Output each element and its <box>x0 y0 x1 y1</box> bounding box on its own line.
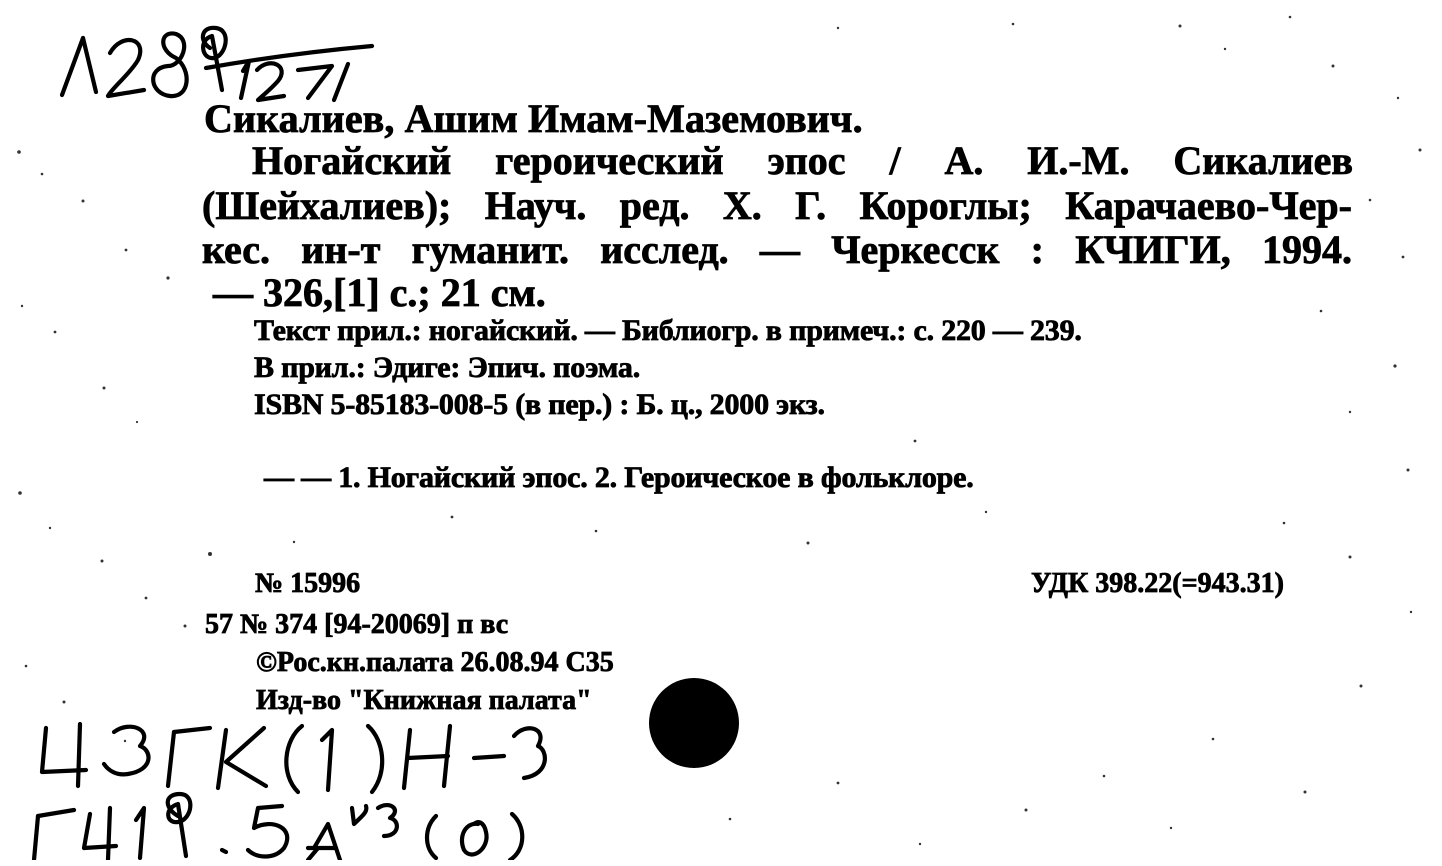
title-line-1: Ногайский героический эпос / А. И.-М. Сикалиев <box>252 138 1353 183</box>
isbn-line: ISBN 5-85183-008-5 (в пер.) : Б. ц., 2000 экз. <box>254 388 825 421</box>
subjects-line: — — 1. Ногайский эпос. 2. Героическое в фольклоре. <box>264 461 974 494</box>
title-line-2: (Шейхалиев); Науч. ред. Х. Г. Короглы; Карачаево-Чер- <box>202 183 1352 228</box>
publisher-line: Изд-во "Книжная палата" <box>256 685 592 716</box>
author-heading: Сикалиев, Ашим Имам-Маземович. <box>204 96 863 141</box>
card-number-2: 57 № 374 [94-20069] п вс <box>205 609 509 640</box>
handwritten-classification <box>28 712 548 860</box>
title-line-4: — 326,[1] с.; 21 см. <box>213 270 546 315</box>
notes-line-1: Текст прил.: ногайский. — Библиогр. в примеч.: с. 220 — 239. <box>254 314 1082 347</box>
udk-code: УДК 398.22(=943.31) <box>1031 568 1284 599</box>
title-line-3: кес. ин-т гуманит. исслед. — Черкесск : КЧИГИ, 1994. <box>202 227 1352 272</box>
ink-blot <box>649 678 739 768</box>
notes-line-2: В прил.: Эдиге: Эпич. поэма. <box>254 351 640 384</box>
copyright-line: ©Рос.кн.палата 26.08.94 С35 <box>256 647 614 678</box>
card-number-1: № 15996 <box>255 568 361 599</box>
